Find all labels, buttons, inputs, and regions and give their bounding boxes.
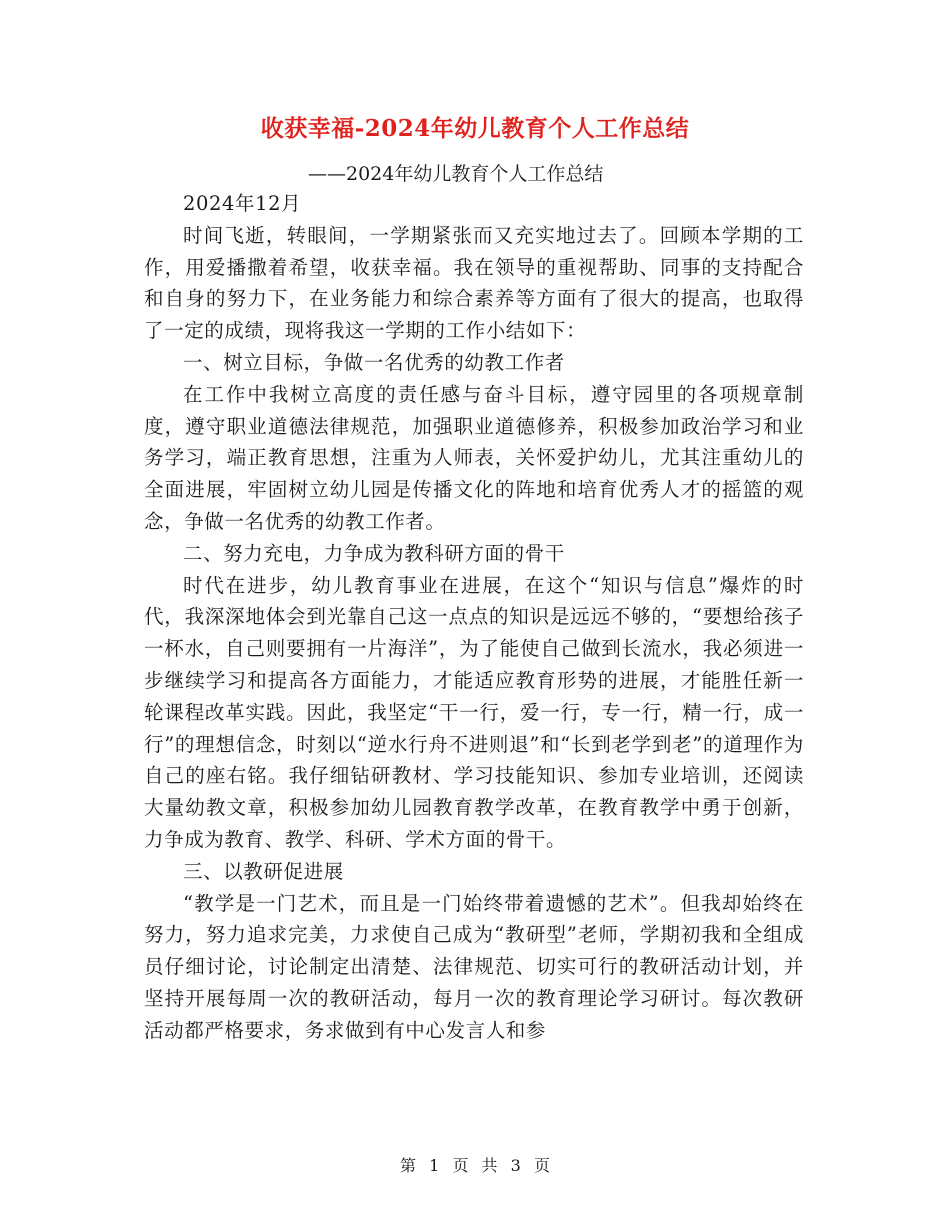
page-label-prefix: 第 [400,1156,417,1175]
document-subtitle: ——2024年幼儿教育个人工作总结 [308,163,604,185]
section-paragraph-2: 时代在进步，幼儿教育事业在进展，在这个“知识与信息”爆炸的时代，我深深地体会到光靠自己这一点点的知识是远远不够的，“要想给孩子一杯水，自己则要拥有一片海洋”，为了能使自己做到长流水，我必须进一步继续学习和提高各方面能力，才能适应教育形势的进展，才能胜任新一轮课程改革实践。因此，我坚定“干一行，爱一行，专一行，精一行，成一行”的理想信念，时刻以“逆水行舟不进则退”和“长到老学到老”的道理作为自己的座右铭。我仔细钻研教材、学习技能知识、参加专业培训，还阅读大量幼教文章，积极参加幼儿园教育教学改革，在教育教学中勇于创新，力争成为教育、教学、科研、学术方面的骨干。 [144,573,804,851]
section-heading-2: 二、努力充电，力争成为教科研方面的骨干 [183,541,565,565]
document-title: 收获幸福-2024年幼儿教育个人工作总结 [260,115,690,142]
total-page-number: 3 [510,1156,521,1175]
page-footer [0,1153,950,1176]
total-label: 共 [481,1156,498,1175]
section-paragraph-1: 在工作中我树立高度的责任感与奋斗目标，遵守园里的各项规章制度，遵守职业道德法律规范，加强职业道德修养，积极参加政治学习和业务学习，端正教育思想，注重为人师表，关怀爱护幼儿，尤其注重幼儿的全面进展，牢固树立幼儿园是传播文化的阵地和培育优秀人才的摇篮的观念，争做一名优秀的幼教工作者。 [144,382,804,533]
section-heading-1: 一、树立目标，争做一名优秀的幼教工作者 [183,350,565,374]
section-paragraph-3: “教学是一门艺术，而且是一门始终带着遗憾的艺术”。但我却始终在努力，努力追求完美，力求使自己成为“教研型”老师，学期初我和全组成员仔细讨论，讨论制定出清楚、法律规范、切实可行的教研活动计划，并坚持开展每周一次的教研活动，每月一次的教育理论学习研讨。每次教研活动都严格要求，务求做到有中心发言人和参 [144,891,804,1042]
page-label-suffix: 页 [533,1156,550,1175]
section-heading-3: 三、以教研促进展 [183,859,344,883]
intro-paragraph: 时间飞逝，转眼间，一学期紧张而又充实地过去了。回顾本学期的工作，用爱播撒着希望，收获幸福。我在领导的重视帮助、同事的支持配合和自身的努力下，在业务能力和综合素养等方面有了很大的提高，也取得了一定的成绩，现将我这一学期的工作小结如下： [144,223,804,343]
current-page-number: 1 [429,1156,440,1175]
date-line: 2024年12月 [183,192,302,215]
page-label-mid: 页 [452,1156,469,1175]
document-body [144,188,804,1047]
